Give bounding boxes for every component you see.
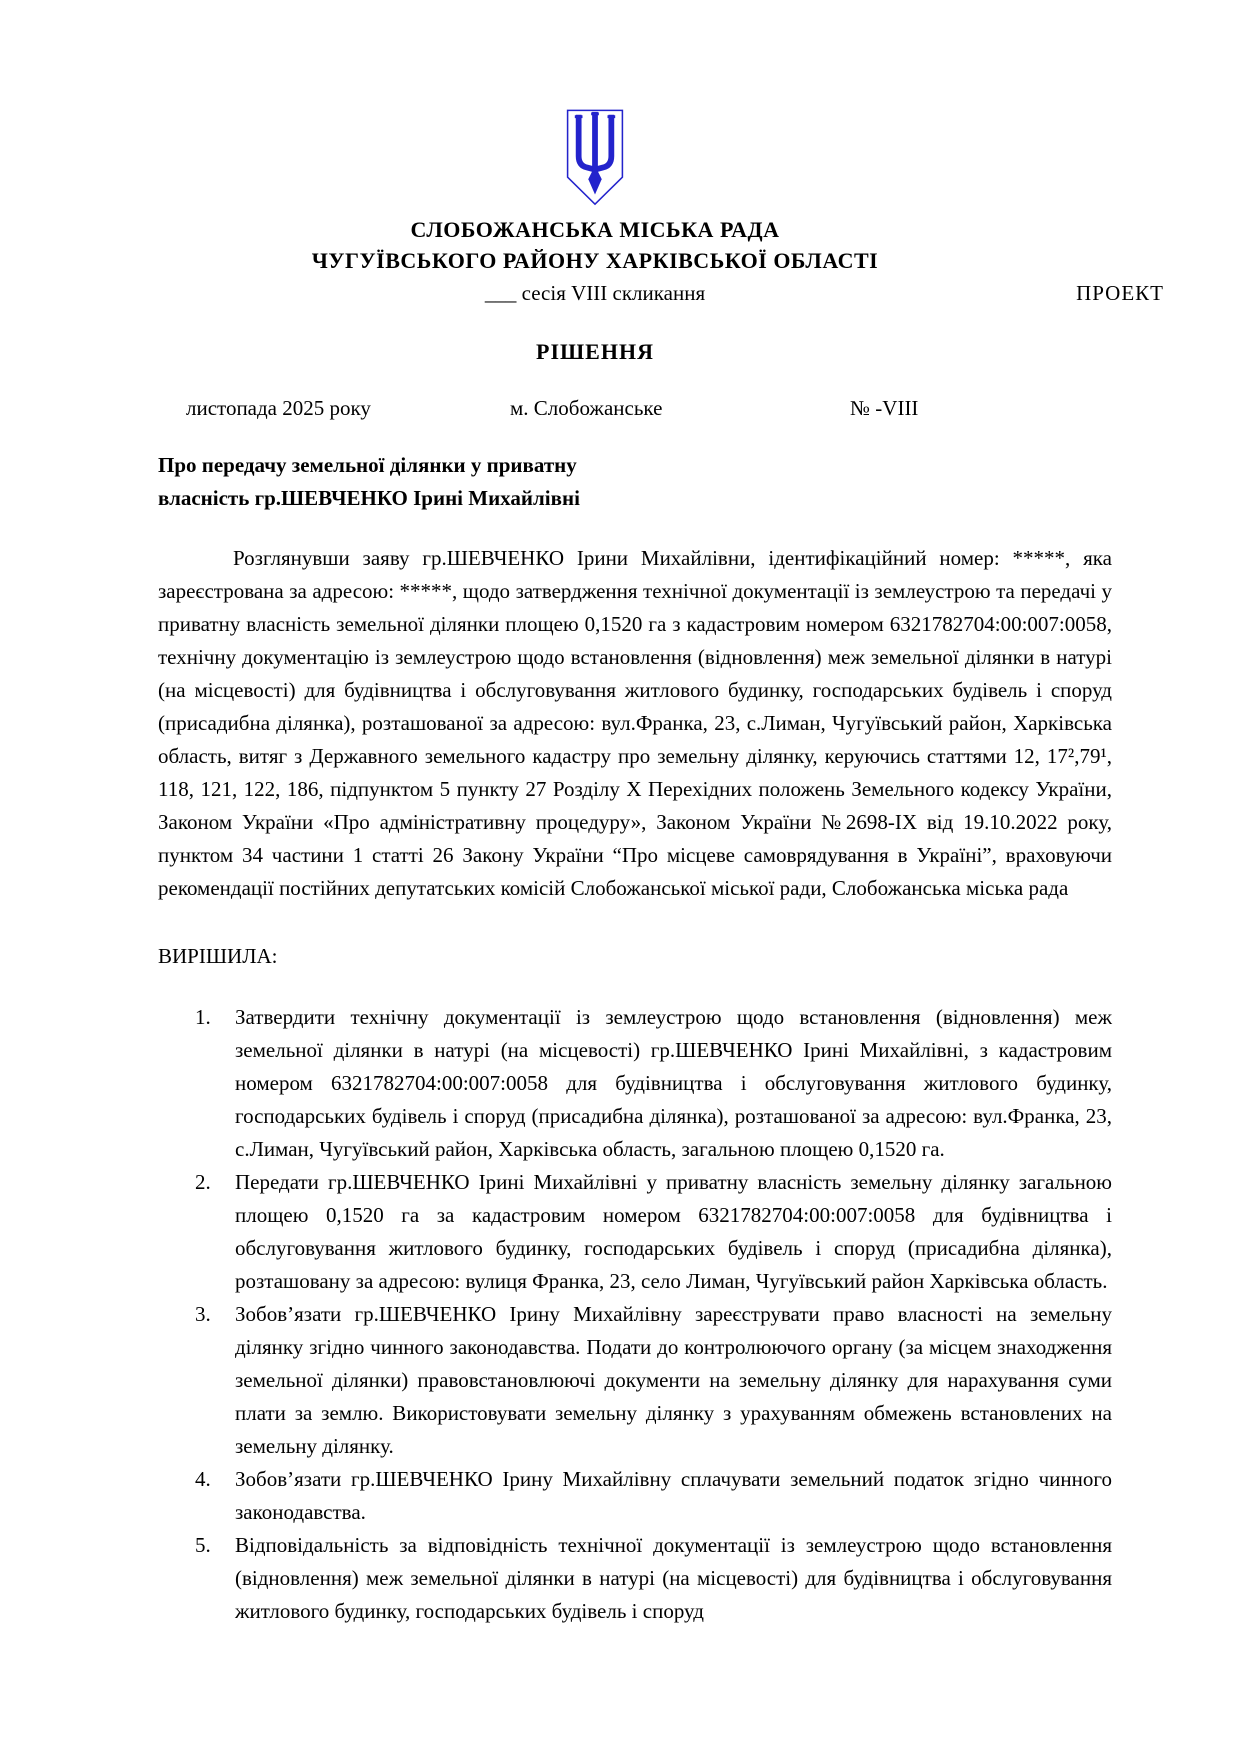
emblem-left-prong <box>579 118 592 169</box>
document-place: м. Слобожанське <box>510 396 663 420</box>
draft-label: ПРОЕКТ <box>1076 281 1164 305</box>
item-number: 5. <box>195 1533 211 1557</box>
list-item <box>158 1463 1112 1529</box>
session-row <box>118 278 1164 309</box>
document-type-title: РІШЕННЯ <box>536 339 654 364</box>
subject-line2: власність гр.ШЕВЧЕНКО Ірині Михайлівні <box>158 486 580 510</box>
list-item <box>158 1001 1112 1166</box>
meta-row <box>158 392 1112 425</box>
list-item <box>158 1298 1112 1463</box>
org-name-line1: СЛОБОЖАНСЬКА МІСЬКА РАДА <box>410 217 780 242</box>
item-text: Затвердити технічну документації із землеустрою щодо встановлення (відновлення) меж земельної ділянки в натурі (на місцевості) гр.ШЕВЧЕНКО Ірині Михайлівні, з кадастровим номером 6321782704:00:007:0058 для будівництва і обслуговування житлового будинку, господарських будівель і споруд (присадибна ділянка), розташованої за адресою: вул.Франка, 23, с.Лиман, Чугуївський район, Харківська область, загальною площею 0,1520 га. <box>235 1005 1112 1161</box>
org-name-line2: ЧУГУЇВСЬКОГО РАЙОНУ ХАРКІВСЬКОЇ ОБЛАСТІ <box>311 248 879 273</box>
list-item <box>158 1166 1112 1298</box>
subject-heading <box>158 449 1112 515</box>
item-text: Зобов’язати гр.ШЕВЧЕНКО Ірину Михайлівну зареєструвати право власності на земельну ділянку згідно чинного законодавства. Подати до контролюючого органу (за місцем знаходження земельної ділянки) правовстановлюючі документи на земельну ділянку для нарахування суми плати за землю. Використовувати земельну ділянку з урахуванням обмежень встановлених на земельну ділянку. <box>235 1302 1112 1458</box>
document-date: листопада 2025 року <box>186 396 371 420</box>
resolution-items-list <box>158 1001 1112 1628</box>
item-text: Відповідальність за відповідність технічної документації із землеустрою щодо встановлення (відновлення) меж земельної ділянки в натурі (на місцевості) для будівництва і обслуговування житлового будинку, господарських будівель і споруд <box>235 1533 1112 1623</box>
item-text: Зобов’язати гр.ШЕВЧЕНКО Ірину Михайлівну сплачувати земельний податок згідно чинного законодавства. <box>235 1467 1112 1524</box>
document-number: № -VIII <box>850 396 919 420</box>
ukraine-trident-emblem-icon <box>564 108 626 208</box>
subject-line1: Про передачу земельної ділянки у приватну <box>158 453 577 477</box>
document-header <box>118 108 1164 368</box>
item-number: 3. <box>195 1302 211 1326</box>
item-text: Передати гр.ШЕВЧЕНКО Ірині Михайлівні у приватну власність земельну ділянку загальною площею 0,1520 га за кадастровим номером 6321782704:00:007:0058 для будівництва і обслуговування житлового будинку, господарських будівель і споруд (присадибна ділянка), розташовану за адресою: вулиця Франка, 23, село Лиман, Чугуївський район Харківська область. <box>235 1170 1112 1293</box>
emblem-right-prong <box>599 118 612 169</box>
item-number: 1. <box>195 1005 211 1029</box>
preamble-paragraph: Розглянувши заяву гр.ШЕВЧЕНКО Ірини Михайлівни, ідентифікаційний номер: *****, яка зареєстрована за адресою: *****, щодо затвердження технічної документації із землеустрою та передачі у приватну власність земельної ділянки площею 0,1520 га з кадастровим номером 6321782704:00:007:0058, технічну документацію із землеустрою щодо встановлення (відновлення) меж земельної ділянки в натурі (на місцевості) для будівництва і обслуговування житлового будинку, господарських будівель і споруд (присадибна ділянка), розташованої за адресою: вул.Франка, 23, с.Лиман, Чугуївський район, Харківська область, витяг з Державного земельного кадастру про земельну ділянку, керуючись статтями 12, 17²,79¹, 118, 121, 122, 186, підпунктом 5 пункту 27 Розділу X Перехідних положень Земельного кодексу України, Законом України «Про адміністративну процедуру», Законом України №2698-ІХ від 19.10.2022 року, пунктом 34 частини 1 статті 26 Закону України “Про місцеве самоврядування в Україні”, враховуючи рекомендації постійних депутатських комісій Слобожанської міської ради, Слобожанська міська рада <box>158 546 1112 900</box>
session-line: ___ сесія VIII скликання <box>484 281 706 305</box>
list-item <box>158 1529 1112 1628</box>
item-number: 4. <box>195 1467 211 1491</box>
item-number: 2. <box>195 1170 211 1194</box>
resolution-word: ВИРІШИЛА: <box>158 944 278 968</box>
